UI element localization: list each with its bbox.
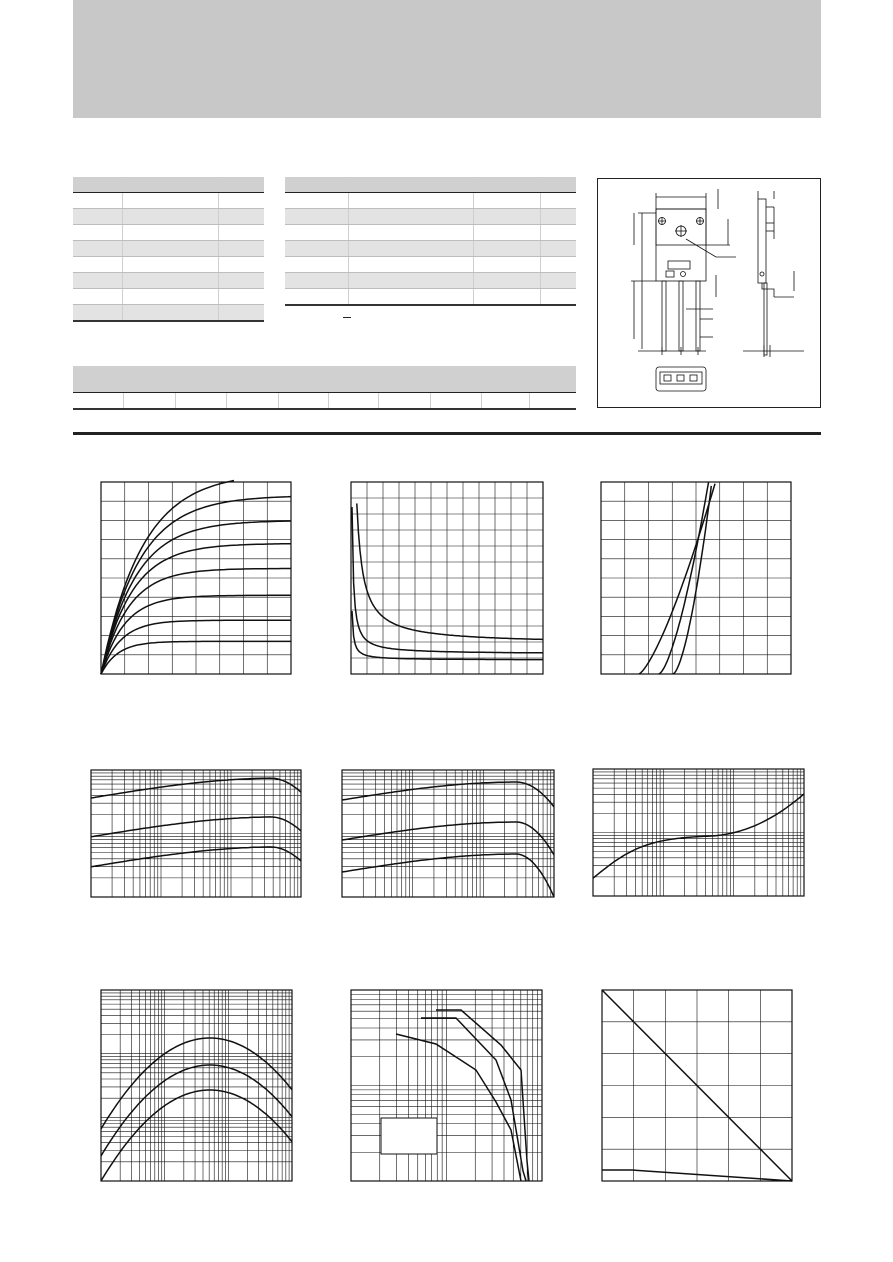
table-row xyxy=(73,393,576,410)
legend-box xyxy=(381,1118,437,1154)
series-curve xyxy=(342,822,554,855)
series-curve xyxy=(396,1034,521,1181)
table-row xyxy=(285,209,576,225)
table-row xyxy=(285,241,576,257)
series-curve xyxy=(357,503,543,639)
package-outline-box xyxy=(597,178,821,408)
header-band xyxy=(73,0,821,118)
table-row xyxy=(73,289,264,305)
series-curve xyxy=(91,817,301,837)
chart-2 xyxy=(351,482,543,674)
electrical-characteristics-table xyxy=(285,177,576,306)
table-row xyxy=(73,209,264,225)
table-row xyxy=(285,225,576,241)
table-row xyxy=(73,305,264,322)
package-outline-drawing xyxy=(598,179,822,409)
table-header-row xyxy=(285,177,576,193)
chart-6 xyxy=(593,769,804,896)
table-row xyxy=(73,193,264,209)
table-row xyxy=(285,289,576,306)
series-curve xyxy=(91,847,301,867)
series-curve xyxy=(436,1010,529,1181)
table-row xyxy=(73,257,264,273)
series-curve xyxy=(101,1065,292,1156)
table-header-row xyxy=(73,366,576,393)
chart-5 xyxy=(342,770,554,897)
chart-1 xyxy=(101,482,291,674)
table-row xyxy=(285,257,576,273)
series-curve xyxy=(101,1090,292,1181)
chart-4 xyxy=(91,770,301,897)
table-row xyxy=(285,193,576,209)
series-curve xyxy=(352,507,543,653)
table-row xyxy=(73,225,264,241)
table-header-row xyxy=(73,177,264,193)
table-row xyxy=(73,273,264,289)
max-ratings-table xyxy=(73,177,264,322)
hfe-classification-table xyxy=(73,366,576,410)
section-divider xyxy=(73,432,821,435)
overline-mark xyxy=(343,317,351,318)
chart-9 xyxy=(602,990,792,1181)
series-curve xyxy=(421,1018,526,1181)
series-curve xyxy=(342,854,554,897)
plot-frame xyxy=(101,990,292,1181)
chart-3 xyxy=(601,482,791,674)
table-row xyxy=(285,273,576,289)
chart-7 xyxy=(101,990,292,1181)
table-row xyxy=(73,241,264,257)
chart-8 xyxy=(351,990,542,1181)
